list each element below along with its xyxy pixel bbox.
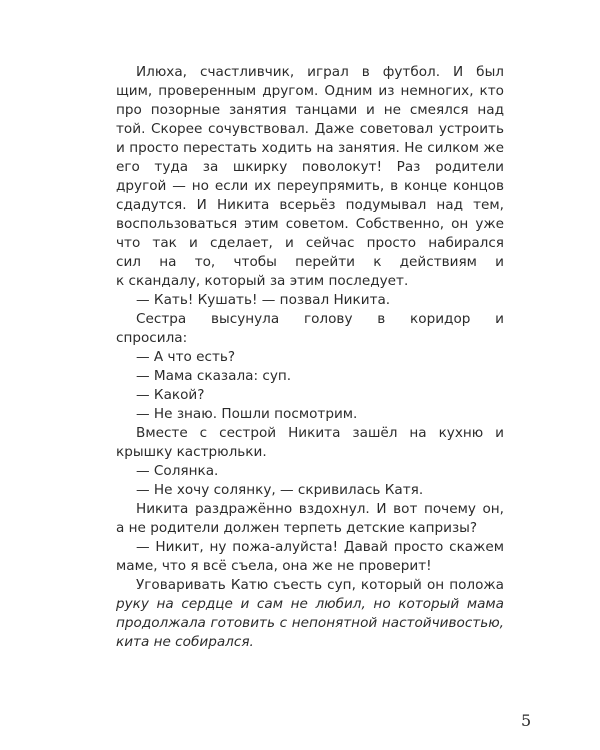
text-line: — Никит, ну пожа-алуйста! Давай просто скажем xyxy=(136,539,504,555)
text-line: сил на то, чтобы перейти к действиям и xyxy=(116,254,504,270)
text-line: — Не знаю. Пошли посмотрим. xyxy=(136,406,358,422)
text-line: другой — но если их переупрямить, в конце концов xyxy=(116,178,504,194)
text-line: — Какой? xyxy=(136,387,205,403)
text-line: его туда за шкирку поволокут! Раз родители xyxy=(116,159,504,175)
text-line: воспользоваться этим советом. Собственно, он уже xyxy=(116,216,504,232)
body-text xyxy=(116,63,504,652)
text-line: Уговаривать Катю съесть суп, который он положа xyxy=(136,577,504,593)
text-line: к скандалу, который за этим последует. xyxy=(116,273,409,289)
text-line: — А что есть? xyxy=(136,349,236,365)
text-line: спросила: xyxy=(116,330,188,346)
text-line: щим, проверенным другом. Одним из немногих, кто xyxy=(116,83,504,99)
text-line: руку на сердце и сам не любил, но который мама xyxy=(116,596,504,612)
text-line: — Мама сказала: суп. xyxy=(136,368,292,384)
text-line: Вместе с сестрой Никита зашёл на кухню и xyxy=(136,425,504,441)
text-line: Илюха, счастливчик, играл в футбол. И был xyxy=(136,64,504,80)
text-line: и просто перестать ходить на занятия. Не силком же xyxy=(116,140,504,156)
text-line: что так и сделает, и сейчас просто набирался xyxy=(116,235,504,251)
text-line: а не родители должен терпеть детские капризы? xyxy=(116,520,478,536)
page-number: 5 xyxy=(521,711,532,730)
text-line: крышку кастрюльки. xyxy=(116,444,267,460)
text-line: продолжала готовить с непонятной настойчивостью, xyxy=(116,615,504,631)
text-line: кита не собирался. xyxy=(116,634,254,650)
text-line: Никита раздражённо вздохнул. И вот почему он, xyxy=(136,501,504,517)
text-line: Сестра высунула голову в коридор и xyxy=(136,311,504,327)
text-line: — Не хочу солянку, — скривилась Катя. xyxy=(136,482,424,498)
text-line: маме, что я всё съела, она же не проверит! xyxy=(116,558,432,574)
text-line: сдадутся. И Никита всерьёз подумывал над тем, xyxy=(116,197,504,213)
text-line: той. Скорее сочувствовал. Даже советовал устроить xyxy=(116,121,504,137)
text-line: — Кать! Кушать! — позвал Никита. xyxy=(136,292,391,308)
text-line: — Солянка. xyxy=(136,463,219,479)
text-line: про позорные занятия танцами и не смеялся над xyxy=(116,102,504,118)
